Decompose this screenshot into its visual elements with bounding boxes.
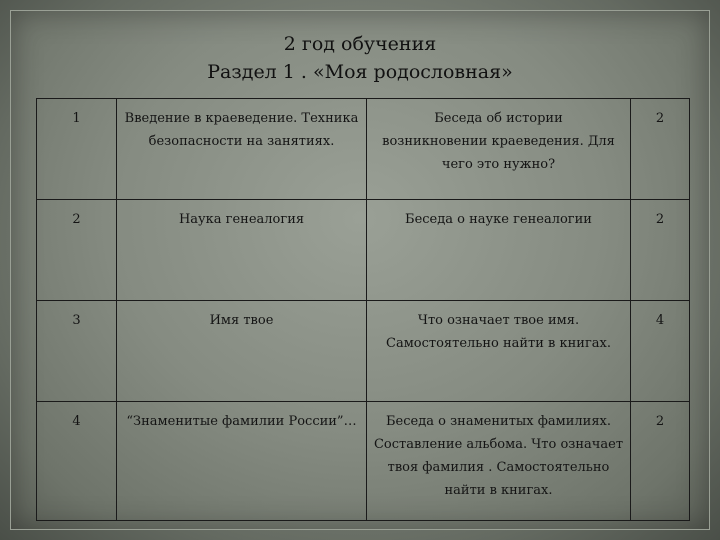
row-number: 1 xyxy=(37,99,117,200)
row-activity xyxy=(367,402,631,521)
row-topic xyxy=(117,200,367,301)
table-row xyxy=(37,402,690,521)
topic-line: “Знаменитые фамилии России”… xyxy=(126,414,357,429)
topic-line: Наука генеалогия xyxy=(178,212,305,227)
activity-line: Составление альбома. Что означает xyxy=(373,437,624,452)
row-hours: 2 xyxy=(631,99,690,200)
slide-title-year: 2 год обучения xyxy=(283,33,437,55)
row-topic xyxy=(117,402,367,521)
activity-line: найти в книгах. xyxy=(444,483,553,498)
table-row xyxy=(37,99,690,200)
row-activity xyxy=(367,99,631,200)
activity-line: чего это нужно? xyxy=(441,157,556,172)
row-topic xyxy=(117,99,367,200)
activity-line: возникновении краеведения. Для xyxy=(382,134,615,149)
topic-line: Введение в краеведение. Техника xyxy=(124,111,359,126)
row-activity xyxy=(367,200,631,301)
activity-line: Самостоятельно найти в книгах. xyxy=(386,336,611,351)
row-number: 2 xyxy=(37,200,117,301)
slide-title-section: Раздел 1 . «Моя родословная» xyxy=(207,61,513,83)
row-hours: 2 xyxy=(631,402,690,521)
topic-line: безопасности на занятиях. xyxy=(148,134,335,149)
activity-line: Беседа о знаменитых фамилиях. xyxy=(386,414,611,429)
table-row xyxy=(37,200,690,301)
row-number: 4 xyxy=(37,402,117,521)
row-hours: 2 xyxy=(631,200,690,301)
topic-line: Имя твое xyxy=(209,313,274,328)
activity-line: твоя фамилия . Самостоятельно xyxy=(387,460,610,475)
table-row xyxy=(37,301,690,402)
row-activity xyxy=(367,301,631,402)
row-topic xyxy=(117,301,367,402)
row-number: 3 xyxy=(37,301,117,402)
schedule-table xyxy=(36,98,690,521)
row-hours: 4 xyxy=(631,301,690,402)
activity-line: Что означает твое имя. xyxy=(417,313,580,328)
activity-line: Беседа об истории xyxy=(434,111,563,126)
activity-line: Беседа о науке генеалогии xyxy=(405,212,592,227)
